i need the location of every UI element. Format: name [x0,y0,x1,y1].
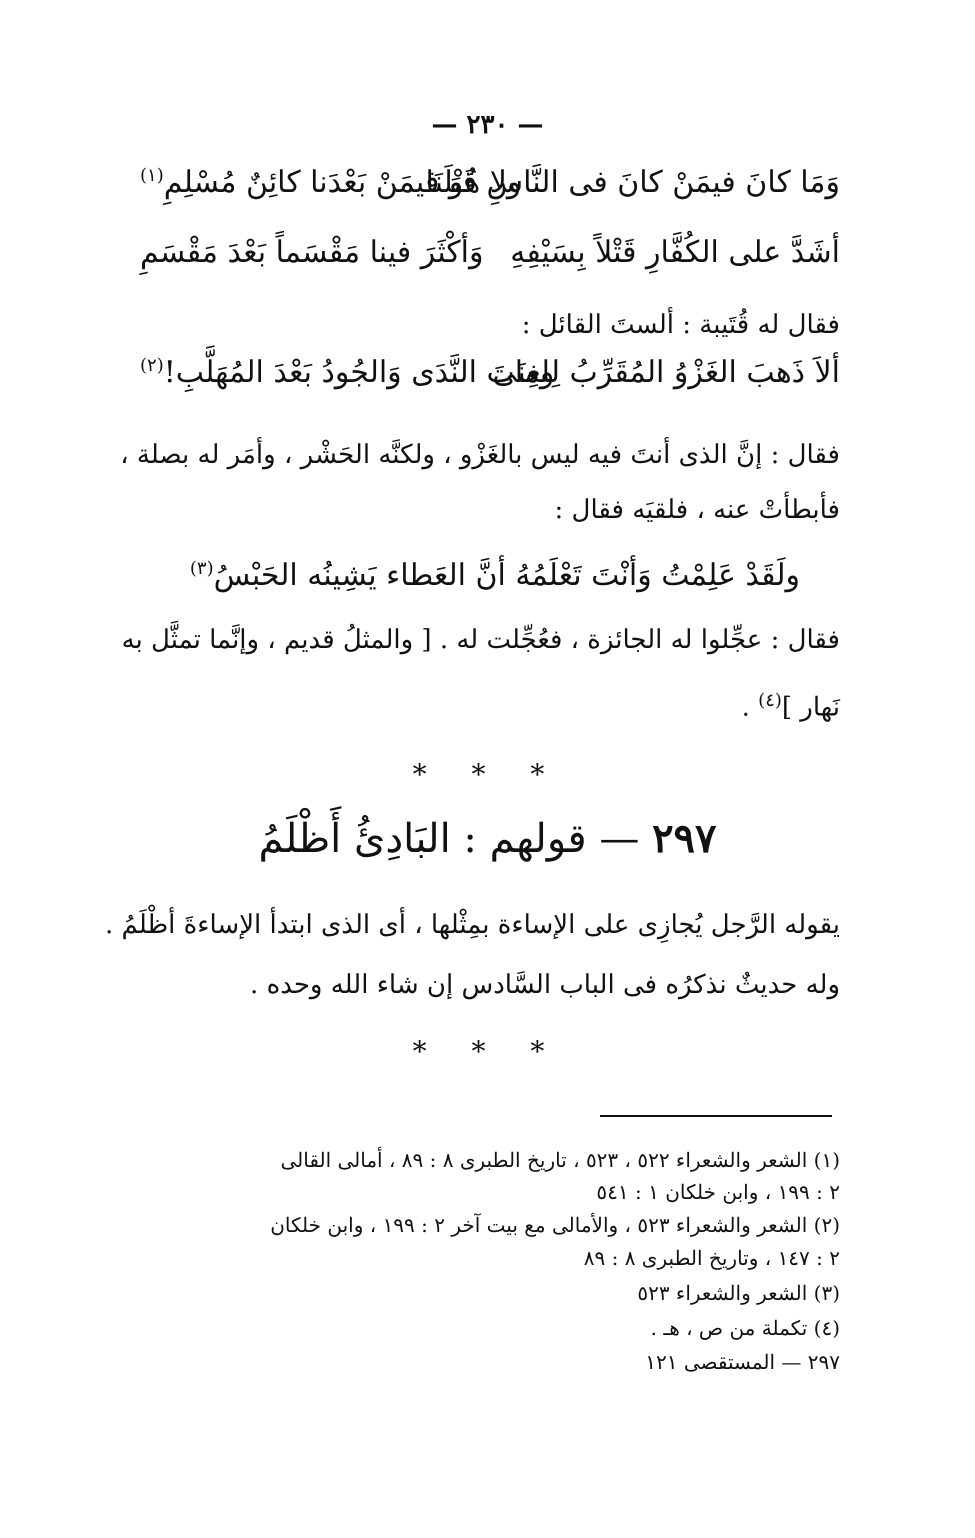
verse-hemistich-second: وَأكْثَرَ فينا مَقْسَماً بَعْدَ مَقْسَمِ [140,235,484,270]
footnote-line: (٣) الشعر والشعراء ٥٢٣ [637,1281,840,1305]
verse-full-line: ولَقَدْ عَلِمْتُ وَأنْتَ تَعْلَمُهُ أنَّ العَطاء يَشِينُه الحَبْسُ$^{(٣)}$ [189,558,800,593]
footnote-marker: (١) [140,165,164,186]
verse-hemistich-second: وماتَ النَّدَى وَالجُودُ بَعْدَ المُهَلَّبِ!$^{(٢)}$ [140,355,555,390]
section-number: ٢٩٧ [652,815,717,862]
page-number: — ٢٣٠ — [431,110,544,140]
section-heading [0,815,975,862]
footnote-marker: (٣) [189,558,214,579]
footnote-line: ٢ : ١٩٩ ، وابن خلكان ١ : ٥٤١ [596,1180,840,1204]
prose-line: وله حديثٌ نذكرُه فى الباب السَّادس إن شاء الله وحده . [250,970,840,1000]
prose-line: فقال : عجِّلوا له الجائزة ، فعُجِّلت له . [ والمثلُ قديم ، وإنَّما تمثَّل به [121,625,840,655]
footnote-line: (١) الشعر والشعراء ٥٢٢ ، ٥٢٣ ، تاريخ الطبرى ٨ : ٨٩ ، أمالى القالى [280,1148,840,1172]
footnote-line: (٤) تكملة من ص ، هـ . [650,1316,840,1340]
section-title: — قولهم : البَادِئُ أَظْلَمُ [258,816,640,862]
footnote-line: ٢٩٧ — المستقصى ١٢١ [645,1350,840,1374]
verse-hemistich-first: وَمَا كانَ فيمَنْ كانَ فى النَّاسِ قَبْلَنَا [425,165,840,200]
verse-line-1 [140,165,840,215]
footnote-rule [600,1115,832,1117]
verse-hemistich-first: ألاَ ذَهبَ الغَزْوُ المُقَرِّبُ لِلغِنَى [492,355,840,390]
footnote-marker: (٤) [758,690,782,711]
verse-hemistich-second: ولا هُوَ فيمَنْ بَعْدَنا كائِنٌ مُسْلِمِ$^{(١)}$ [140,165,522,200]
section-divider-stars: * * * [412,758,563,791]
prose-line: فأبطأتْ عنه ، فلقيَه فقال : [554,495,840,525]
prose-line: فقال : إنَّ الذى أنتَ فيه ليس بالغَزْو ، ولكنَّه الحَشْر ، وأمَر له بصلة ، [120,440,840,470]
verse-hemistich-first: أشَدَّ على الكُفَّارِ قَتْلاً بِسَيْفِهِ [510,235,840,270]
prose-line: يقوله الرَّجل يُجازِى على الإساءة بمِثْلها ، أى الذى ابتدأ الإساءةَ أظْلَمُ . [105,910,840,940]
prose-line: نَهار ]$^{(٤)}$ . [741,690,840,723]
prose-line: فقال له قُتَيبة : ألستَ القائل : [521,310,840,340]
verse-line-4 [140,558,840,608]
footnote-line: (٢) الشعر والشعراء ٥٢٣ ، والأمالى مع بيت آخر ٢ : ١٩٩ ، وابن خلكان [270,1213,840,1237]
footnote-marker: (٢) [140,355,164,376]
verse-line-3 [140,355,840,405]
footnote-line: ٢ : ١٤٧ ، وتاريخ الطبرى ٨ : ٨٩ [583,1246,840,1270]
verse-line-2 [140,235,840,285]
section-divider-stars: * * * [412,1035,563,1068]
